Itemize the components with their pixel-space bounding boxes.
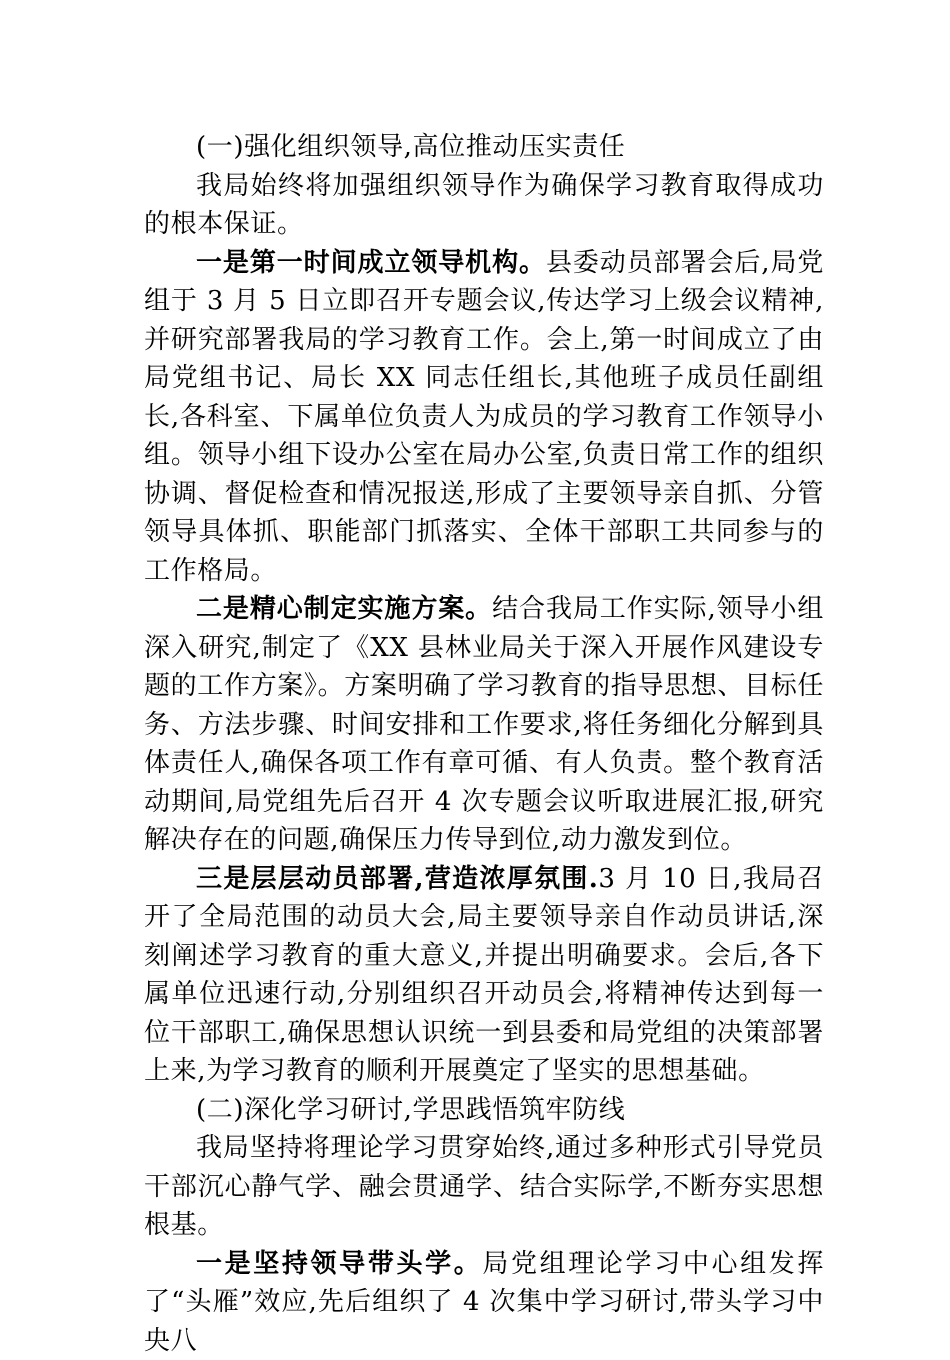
section-intro-2: 我局坚持将理论学习贯穿始终,通过多种形式引导党员干部沉心静气学、融会贯通学、结合实际学,不断夯实思想根基。	[144, 1129, 824, 1245]
section-heading-2: (二)深化学习研讨,学思践悟筑牢防线	[144, 1091, 824, 1130]
item-text: 局党组理论学习中心组发挥了“头雁”效应,先后组织了 4 次集中学习研讨,带头学习中央八	[144, 1249, 824, 1356]
item-lead: 一是第一时间成立领导机构。	[196, 248, 546, 278]
paragraph-item-1-1	[144, 244, 824, 591]
item-text: 县委动员部署会后,局党组于 3 月 5 日立即召开专题会议,传达学习上级会议精神,并研究部署我局的学习教育工作。会上,第一时间成立了由局党组书记、局长 XX 同志任组长,其他班子成员任副组长,各科室、下属单位负责人为成员的学习教育工作领导小组。领导小组下设办公室在局办公室,负责日常工作的组织协调、督促检查和情况报送,形成了主要领导亲自抓、分管领导具体抓、职能部门抓落实、全体干部职工共同参与的工作格局。	[144, 248, 824, 586]
item-text: 3 月 10 日,我局召开了全局范围的动员大会,局主要领导亲自作动员讲话,深刻阐述学习教育的重大意义,并提出明确要求。会后,各下属单位迅速行动,分别组织召开动员会,将精神传达到每一位干部职工,确保思想认识统一到县委和局党组的决策部署上来,为学习教育的顺利开展奠定了坚实的思想基础。	[144, 864, 824, 1087]
section-intro-1: 我局始终将加强组织领导作为确保学习教育取得成功的根本保证。	[144, 167, 824, 244]
item-lead: 二是精心制定实施方案。	[196, 594, 492, 624]
document-body	[144, 128, 824, 1360]
item-lead: 一是坚持领导带头学。	[196, 1249, 482, 1279]
paragraph-item-2-1	[144, 1245, 824, 1360]
paragraph-item-1-2	[144, 590, 824, 860]
item-text: 结合我局工作实际,领导小组深入研究,制定了《XX 县林业局关于深入开展作风建设专题的工作方案》。方案明确了学习教育的指导思想、目标任务、方法步骤、时间安排和工作要求,将任务细化分解到具体责任人,确保各项工作有章可循、有人负责。整个教育活动期间,局党组先后召开 4 次专题会议听取进展汇报,研究解决存在的问题,确保压力传导到位,动力激发到位。	[144, 594, 824, 855]
paragraph-item-1-3	[144, 860, 824, 1091]
section-heading-1: (一)强化组织领导,高位推动压实责任	[144, 128, 824, 167]
item-lead: 三是层层动员部署,营造浓厚氛围.	[196, 864, 598, 894]
